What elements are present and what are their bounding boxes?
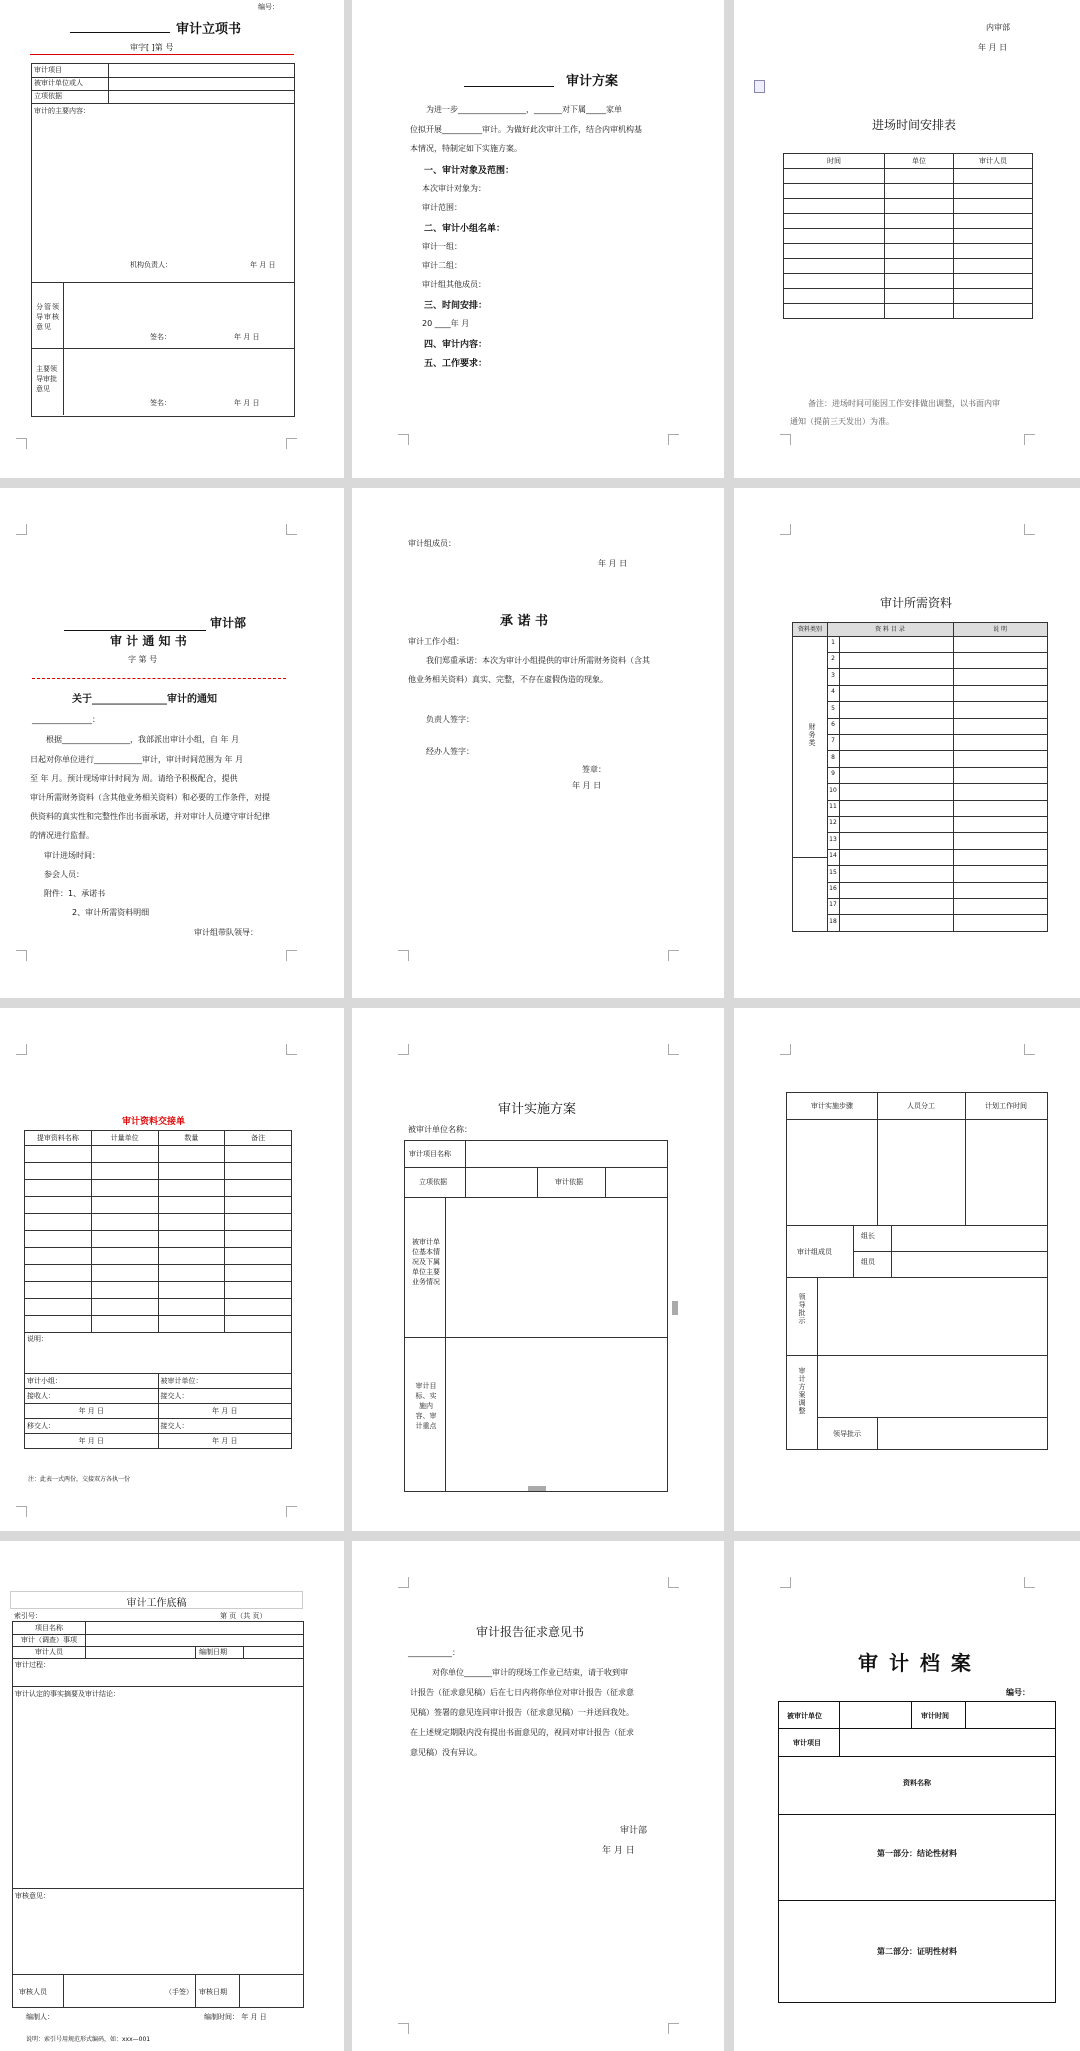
table-row [827,718,1047,735]
row-number: 11 [829,803,837,810]
date-cell: 年 月 日 [25,1404,159,1419]
table-row [827,652,1047,669]
plan-line: 20 ____年 月 [422,319,470,328]
page-audit-notice [0,488,344,998]
audit-goal-label: 审计目标、实施内容、审计重点 [415,1382,437,1430]
date-label: 年 月 日 [598,559,628,568]
sign-cell: 接交人： [158,1419,292,1434]
make-time-label: 编制时间： 年 月 日 [204,2013,267,2021]
page-required-materials [734,488,1080,998]
page-title: 审计立项书 [176,22,242,37]
page-title: 审计方案 [566,74,619,89]
corner-mark [286,1044,297,1055]
page-entry-schedule [734,0,1080,478]
section-heading: 五、工作要求： [424,359,488,369]
sign-cell: 接收人： [25,1389,159,1404]
corner-mark [668,434,679,445]
notice-line: 附件：1、承诺书 [44,889,106,898]
table-row [827,800,1047,817]
row-number: 2 [831,655,835,663]
corner-mark [668,1577,679,1588]
notice-line: 至 年 月。预计现场审计时间为 周。请给予积极配合，提供 [30,774,238,783]
time-label: 审计时间 [921,1712,949,1720]
guide-label: 领导批示 [798,1293,806,1325]
table-header: 资料类别 [797,626,822,633]
notice-line: 2、审计所需资料明细 [72,908,150,917]
table-header: 时间 [784,154,885,169]
corner-mark [1024,524,1035,535]
corner-mark [1024,434,1035,445]
page-title: 审计资料交接单 [122,1117,186,1127]
main-content-label: 审计的主要内容： [34,107,90,115]
table-row [827,636,1047,653]
reviewer-label: 审核人员 [19,1988,47,1996]
table-row [827,816,1047,833]
section-heading: 四、审计内容： [424,340,488,350]
opinion-line: 意见稿）没有异议。 [410,1748,482,1757]
red-dashed-rule [32,678,286,679]
approval-table [31,63,295,417]
table-header: 计划工作时间 [985,1102,1027,1110]
main-leader-label: 主要领导审批意见 [36,365,57,393]
row-label: 审计项目 [34,66,62,74]
row-number: 14 [829,852,837,860]
date-cell: 年 月 日 [158,1404,292,1419]
table-header: 单位 [885,154,954,169]
review-date-label: 审核日期 [199,1988,227,1996]
row-number: 12 [829,819,837,827]
commit-recipient: 审计工作小组： [408,637,464,646]
approve-label: 领导批示 [833,1430,861,1438]
serial-label: 编号： [258,3,279,11]
adjust-label: 审计方案调整 [798,1367,806,1415]
archive-table [778,1701,1056,2003]
table-row [827,751,1047,768]
group-label: 审计组成员 [797,1248,832,1256]
opinion-line: 计报告（征求意见稿）后在七日内将你单位对审计报告（征求意 [410,1688,634,1697]
plan-line: 审计组其他成员： [422,280,486,289]
page-title: 审计报告征求意见书 [476,1625,585,1639]
table-row [827,833,1047,850]
section-heading: 二、审计小组名单： [424,224,506,234]
table-header: 数量 [158,1131,225,1146]
schedule-table [783,153,1033,319]
row-number: 16 [829,885,837,892]
notice-recipient: _______________： [32,715,100,724]
page-title: 审 计 通 知 书 [110,634,187,648]
table-row [827,685,1047,702]
member-label: 组员 [861,1258,875,1266]
table-header: 资 料 目 录 [875,626,905,633]
material-label: 资料名称 [903,1779,931,1787]
opinion-line: 见稿）签署的意见连同审计报告（征求意见稿）一并送回我处。 [410,1708,634,1717]
row-label: 被审计单位或人 [34,79,83,87]
dept-label: 内审部 [986,23,1010,32]
corner-mark [780,524,791,535]
resize-handle[interactable] [528,1486,546,1491]
row-label: 项目名称 [35,1624,63,1632]
company-info-label: 被审计单位基本情况及下属单位主要业务情况 [412,1238,440,1286]
table-row [827,702,1047,719]
plan-line: 审计范围： [422,203,462,212]
members-label: 审计组成员： [408,539,456,548]
table-row [827,767,1047,784]
pages-label: 第 页（共 页） [220,1612,267,1620]
leader-label: 组长 [861,1232,875,1240]
note-line: 通知（提前三天发出）为准。 [790,417,894,426]
corner-mark [398,2023,409,2034]
notice-line: 参会人员： [44,870,84,879]
row-number: 8 [831,753,835,761]
table-row [827,849,1047,866]
table-row [827,784,1047,801]
implementation-table [404,1140,668,1492]
finding-label: 审计认定的事实摘要及审计结论： [15,1690,120,1698]
sign-cell: 接交人： [158,1389,292,1404]
red-rule [30,54,294,55]
date-label: 年 月 日 [234,333,260,341]
page-title: 审 计 档 案 [858,1651,973,1675]
sign-label: 签名： [150,333,171,341]
page-implementation-plan [352,1008,724,1531]
page-title: 审计工作底稿 [126,1598,187,1609]
page-title: 进场时间安排表 [872,118,957,132]
sign-cell: 被审计单位： [158,1374,292,1389]
date-label: 年 月 日 [572,781,602,790]
row-number: 6 [831,721,835,728]
table-row [827,734,1047,751]
row-number: 4 [831,688,835,696]
row-label: 审计依据 [555,1178,583,1186]
date-label: 年 月 日 [250,261,276,269]
doc-number: 字 第 号 [128,655,158,664]
unit-label: 被审计单位名称： [408,1125,472,1134]
date-label: 年 月 日 [978,43,1008,52]
page-working-paper [0,1541,344,2051]
handler-sign-label: 经办人签字： [426,747,474,756]
corner-mark [398,1577,409,1588]
leader-opinion-label: 分管领导审核意见 [36,303,60,331]
footnote: 注：此表一式两份，交接双方各执一份 [28,1476,131,1483]
dept-label: 审计部 [620,1826,648,1836]
page-title: 审计所需资料 [880,596,953,610]
date-label: 年 月 日 [602,1846,635,1856]
row-label: 审计人员 [35,1648,63,1656]
corner-mark [286,438,297,449]
opinion-line: 在上述规定期限内没有提出书面意见的，视同对审计报告（征求 [410,1728,634,1737]
dept-label: 审计部 [210,616,247,630]
notice-line: 审计所需财务资料（含其他业务相关资料）和必要的工作条件，对提 [30,793,270,802]
section-heading: 三、时间安排： [424,301,488,311]
sign-label: 签名： [150,399,171,407]
sign-label: （手签） [165,1988,193,1996]
corner-mark [16,524,27,535]
intro-line: 为进一步_________________，_______对下属_____家单 [426,105,622,114]
row-number: 10 [829,786,837,794]
notice-line: 根据_________________，我部派出审计小组，自 年 月 [46,735,240,744]
corner-mark [286,950,297,961]
project-label: 审计项目 [793,1739,821,1747]
commit-line: 他业务相关资料）真实、完整，不存在虚假伪造的现象。 [408,675,608,684]
opinion-line: 对你单位_______审计的现场工作业已结束，请于收到审 [432,1668,628,1677]
corner-mark [398,950,409,961]
row-label: 编制日期 [199,1648,227,1656]
corner-mark [16,950,27,961]
title-blank [464,74,554,87]
corner-mark [398,1044,409,1055]
notice-line: 审计进场时间： [44,851,100,860]
row-label: 立项依据 [34,92,62,100]
doc-number: 审字[ ]第 号 [130,43,174,52]
corner-mark [286,524,297,535]
category-label: 财务类 [808,723,816,747]
table-header: 提审资料名称 [25,1131,92,1146]
handover-table [24,1130,292,1449]
page-opinion-request [352,1541,724,2051]
part2-label: 第二部分：证明性材料 [877,1947,957,1956]
maker-label: 编制人： [26,2013,54,2021]
plan-line: 审计一组： [422,242,462,251]
row-number: 1 [831,639,835,646]
row-number: 13 [829,835,837,843]
process-label: 审计过程： [15,1661,50,1669]
page-title: 承 诺 书 [500,614,549,629]
row-number: 17 [829,901,837,909]
date-cell: 年 月 日 [158,1434,292,1449]
notice-line: 日起对你单位进行____________审计，审计时间范围为 年 月 [30,755,244,764]
remark-cell: 说明： [25,1333,292,1374]
resp-sign-label: 负责人签字： [426,715,474,724]
seal-label: 签章： [582,765,606,774]
corner-mark [780,434,791,445]
steps-table [786,1092,1048,1450]
title-blank [64,618,206,631]
row-number: 3 [831,671,835,679]
serial-label: 编号： [1006,1688,1030,1697]
notice-line: 供资料的真实性和完整性作出书面承诺，并对审计人员遵守审计纪律 [30,812,270,821]
corner-mark [668,1044,679,1055]
plan-line: 审计二组： [422,261,462,270]
opinion-recipient: ___________： [408,1648,460,1657]
intro-line: 位拟开展__________审计。为做好此次审计工作，结合内审机构基 [410,125,642,134]
plan-line: 本次审计对象为： [422,184,486,193]
resize-handle[interactable] [672,1301,678,1315]
row-label: 立项依据 [419,1178,447,1186]
corner-mark [780,1577,791,1588]
part1-label: 第一部分：结论性材料 [877,1849,957,1858]
corner-mark [16,438,27,449]
table-row [827,898,1047,915]
table-header: 审计实施步骤 [811,1102,853,1110]
corner-mark [16,1044,27,1055]
page-commitment [352,488,724,998]
table-row [827,866,1047,883]
corner-mark [668,2023,679,2034]
page-audit-archive [734,1541,1080,2051]
row-number: 5 [831,704,835,712]
notice-line: 的情况进行监督。 [30,831,94,840]
materials-table [792,622,1048,932]
table-header: 计量单位 [91,1131,158,1146]
corner-mark [780,1044,791,1055]
corner-mark [668,950,679,961]
sign-cell: 移交人： [25,1419,159,1434]
row-label: 审计（调查）事项 [21,1636,77,1644]
table-header: 审计人员 [954,154,1033,169]
corner-mark [398,434,409,445]
document-icon [754,80,765,93]
row-number: 15 [829,868,837,876]
note-line: 备注：进场时间可能因工作安排做出调整，以书面内审 [808,399,1000,408]
row-number: 18 [829,917,837,925]
row-number: 9 [831,770,835,778]
index-label: 索引号： [14,1612,42,1620]
section-heading: 一、审计对象及范围： [424,166,515,176]
notice-line: 审计组带队领导： [194,928,258,937]
page-project-approval [0,0,344,478]
row-label: 审计项目名称 [409,1150,451,1158]
table-header: 人员分工 [907,1102,935,1110]
responsible-label: 机构负责人： [130,261,172,269]
row-number: 7 [831,737,835,745]
table-header: 备注 [225,1131,292,1146]
page-implementation-steps [734,1008,1080,1531]
corner-mark [1024,1044,1035,1055]
table-row [827,882,1047,899]
commit-line: 我们郑重承诺：本次为审计小组提供的审计所需财务资料（含其 [426,656,650,665]
sign-cell: 审计小组： [25,1374,159,1389]
intro-line: 本情况，特制定如下实施方案。 [410,144,522,153]
date-cell: 年 月 日 [25,1434,159,1449]
page-handover [0,1008,344,1531]
title-blank [70,20,170,33]
unit-label: 被审计单位 [787,1712,822,1720]
note-line: 说明：索引号用规范形式编码，如：xxx—001 [26,2036,151,2043]
date-label: 年 月 日 [234,399,260,407]
corner-mark [286,1506,297,1517]
table-header: 说 明 [993,626,1007,633]
corner-mark [1024,1577,1035,1588]
review-label: 审核意见： [15,1892,50,1900]
table-overflow [792,930,1048,998]
notice-subject: 关于_______________审计的通知 [72,694,217,705]
corner-mark [16,1506,27,1517]
page-title: 审计实施方案 [498,1102,577,1117]
title-bar [10,1591,303,1609]
page-audit-plan [352,0,724,478]
table-row [827,669,1047,686]
working-paper-table [12,1621,304,2008]
